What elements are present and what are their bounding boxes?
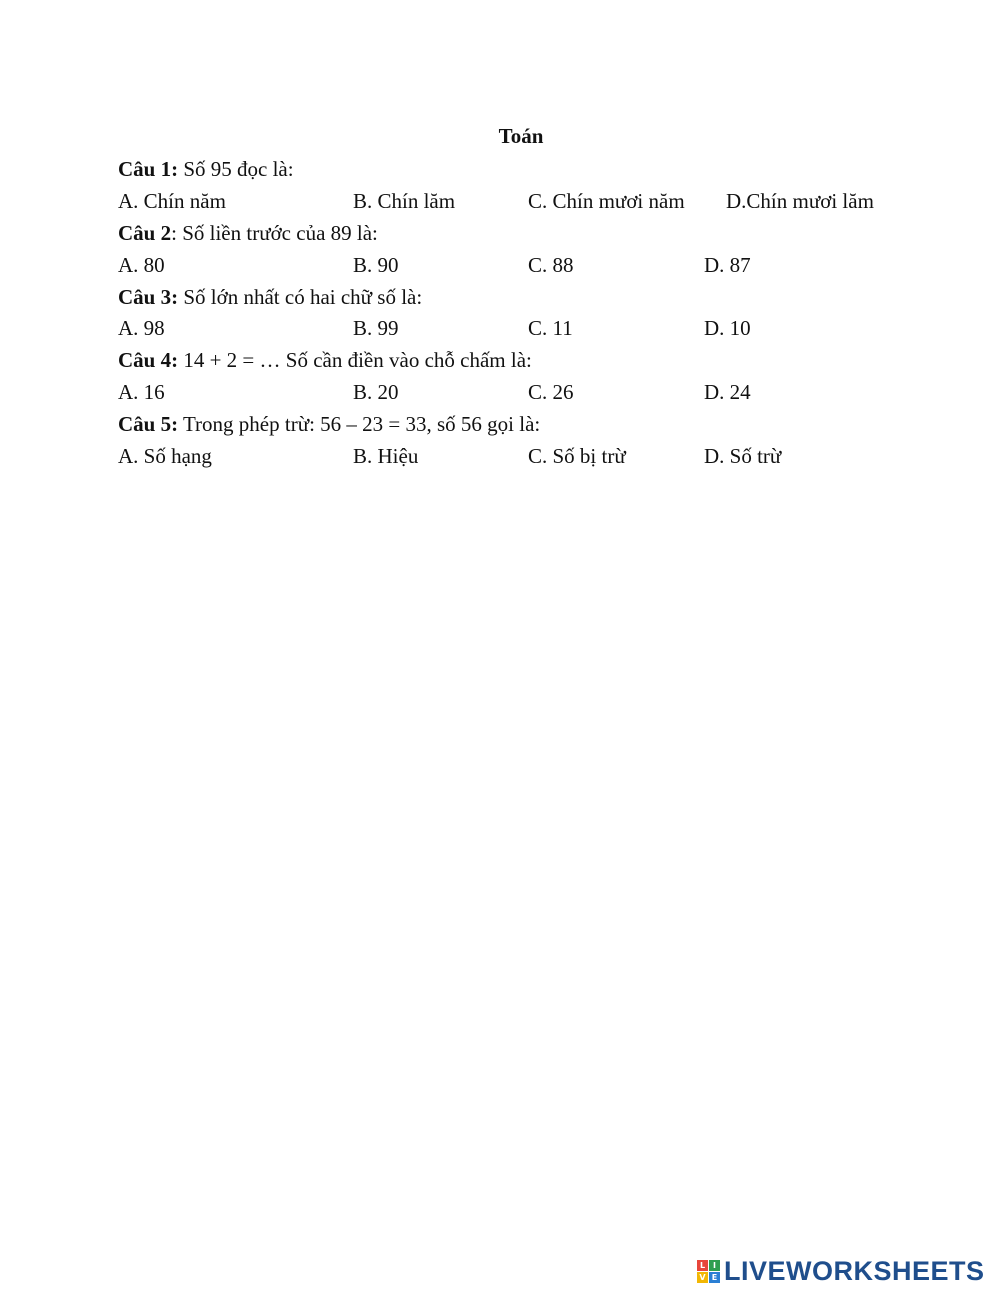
page-title: Toán (498, 124, 544, 148)
question-4-options (0, 378, 1000, 406)
option-a[interactable]: A. Số hạng (118, 444, 212, 468)
question-1-options (0, 187, 1000, 215)
option-d[interactable]: D. Số trừ (704, 444, 782, 468)
option-b[interactable]: B. 20 (353, 380, 399, 404)
option-b[interactable]: B. Chín lăm (353, 189, 456, 213)
option-d[interactable]: D. 10 (704, 316, 751, 340)
option-a[interactable]: A. 80 (118, 253, 165, 277)
question-2-text: : Số liền trước của 89 là: (171, 221, 378, 245)
option-a[interactable]: A. 98 (118, 316, 165, 340)
option-a[interactable]: A. 16 (118, 380, 165, 404)
logo-block: E (709, 1272, 720, 1283)
question-5 (118, 410, 540, 438)
option-d[interactable]: D. 87 (704, 253, 751, 277)
option-a[interactable]: A. Chín năm (118, 189, 226, 213)
question-3 (118, 283, 422, 311)
question-1-text: Số 95 đọc là: (178, 157, 294, 181)
option-c[interactable]: C. 88 (528, 253, 574, 277)
question-3-label: Câu 3: (118, 285, 179, 309)
question-5-text: Trong phép trừ: 56 – 23 = 33, số 56 gọi là: (178, 412, 541, 436)
question-5-label: Câu 5: (118, 412, 179, 436)
option-c[interactable]: C. 11 (528, 316, 573, 340)
question-4-text: 14 + 2 = … Số cần điền vào chỗ chấm là: (178, 348, 532, 372)
question-1 (118, 155, 294, 183)
option-d[interactable]: D.Chín mươi lăm (726, 189, 874, 213)
question-1-label: Câu 1: (118, 157, 179, 181)
option-b[interactable]: B. Hiệu (353, 444, 419, 468)
logo-block: V (697, 1272, 708, 1283)
option-c[interactable]: C. 26 (528, 380, 574, 404)
question-4 (118, 346, 532, 374)
logo-text: LIVEWORKSHEETS (724, 1256, 985, 1286)
logo-block: I (709, 1260, 720, 1271)
question-3-options (0, 314, 1000, 342)
option-c[interactable]: C. Chín mươi năm (528, 189, 685, 213)
option-c[interactable]: C. Số bị trừ (528, 444, 626, 468)
question-2 (118, 219, 378, 247)
option-b[interactable]: B. 90 (353, 253, 399, 277)
logo-blocks-icon (697, 1260, 720, 1283)
question-3-text: Số lớn nhất có hai chữ số là: (178, 285, 423, 309)
logo-block: L (697, 1260, 708, 1271)
liveworksheets-logo (697, 1256, 985, 1286)
question-5-options (0, 442, 1000, 470)
question-4-label: Câu 4: (118, 348, 179, 372)
question-2-label: Câu 2 (118, 221, 172, 245)
option-d[interactable]: D. 24 (704, 380, 751, 404)
option-b[interactable]: B. 99 (353, 316, 399, 340)
question-2-options (0, 251, 1000, 279)
